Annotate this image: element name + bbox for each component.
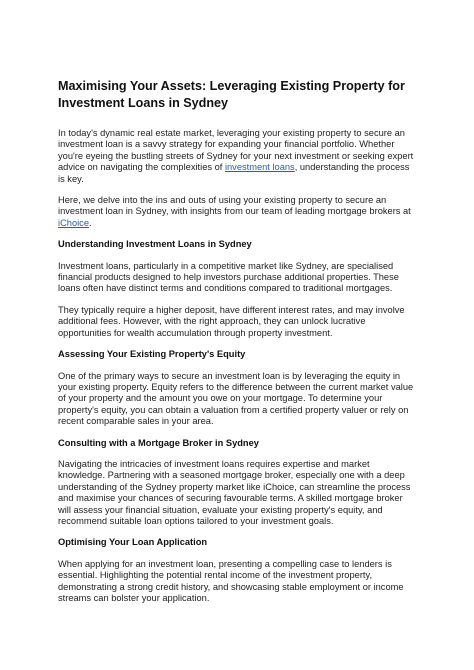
ichoice-link[interactable]: iChoice xyxy=(58,217,90,228)
section-paragraph: They typically require a higher deposit, have different interest rates, and may involve additional fees. However, with the right approach, they can unlock lucrative opportunities for wealth accumulation through property investment. xyxy=(58,304,405,338)
section-paragraph: When applying for an investment loan, presenting a compelling case to lenders is essential. Highlighting the potential rental income of the investment property, demonstrating a strong credit history, and showcasing stable employment or income streams can bolster your application. xyxy=(58,558,404,603)
investment-loans-link[interactable]: investment loans xyxy=(224,162,295,173)
page-title: Maximising Your Assets: Leveraging Existing Property for Investment Loans in Sydney xyxy=(58,79,405,110)
section-paragraph: Investment loans, particularly in a competitive market like Sydney, are specialised financial products designed to help investors purchase additional properties. These loans often have distinct terms and conditions compared to traditional mortgages. xyxy=(58,260,399,294)
intro2-text-after-link: . xyxy=(89,217,92,228)
intro-text-before-link: In today's dynamic real estate market, leveraging your existing property to secure an investment loan is a savvy strategy for expanding your financial portfolio. Whether you're eyeing the bustling streets of Sydney for your next investment or seeking expert advice on navigating the complexities of xyxy=(58,128,414,173)
section-heading-broker: Consulting with a Mortgage Broker in Sydney xyxy=(58,437,259,448)
section-paragraph: Navigating the intricacies of investment loans requires expertise and market knowledge. Partnering with a seasoned mortgage broker, especially one with a deep understanding of the Sydney property market like iChoice, can streamline the process and maximise your chances of securing favourable terms. A skilled mortgage broker will assess your financial situation, evaluate your existing property's equity, and recommend suitable loan options tailored to your investment goals. xyxy=(58,458,411,526)
section-heading-understanding: Understanding Investment Loans in Sydney xyxy=(58,239,252,250)
intro2-paragraph xyxy=(58,195,416,229)
section-heading-application: Optimising Your Loan Application xyxy=(58,537,208,548)
section-paragraph: One of the primary ways to secure an investment loan is by leveraging the equity in your existing property. Equity refers to the difference between the current market value of your property and the amount you owe on your mortgage. To determine your property's equity, you can obtain a valuation from a certified property valuer or rely on recent comparable sales in your area. xyxy=(58,370,414,427)
section-heading-equity: Assessing Your Existing Property's Equity xyxy=(58,349,246,360)
intro-text-after-link: , understanding the process is key. xyxy=(58,162,410,184)
intro-paragraph xyxy=(58,128,416,185)
intro2-text-before-link: Here, we delve into the ins and outs of using your existing property to secure an investment loan in Sydney, with insights from our team of leading mortgage brokers at xyxy=(58,195,411,217)
